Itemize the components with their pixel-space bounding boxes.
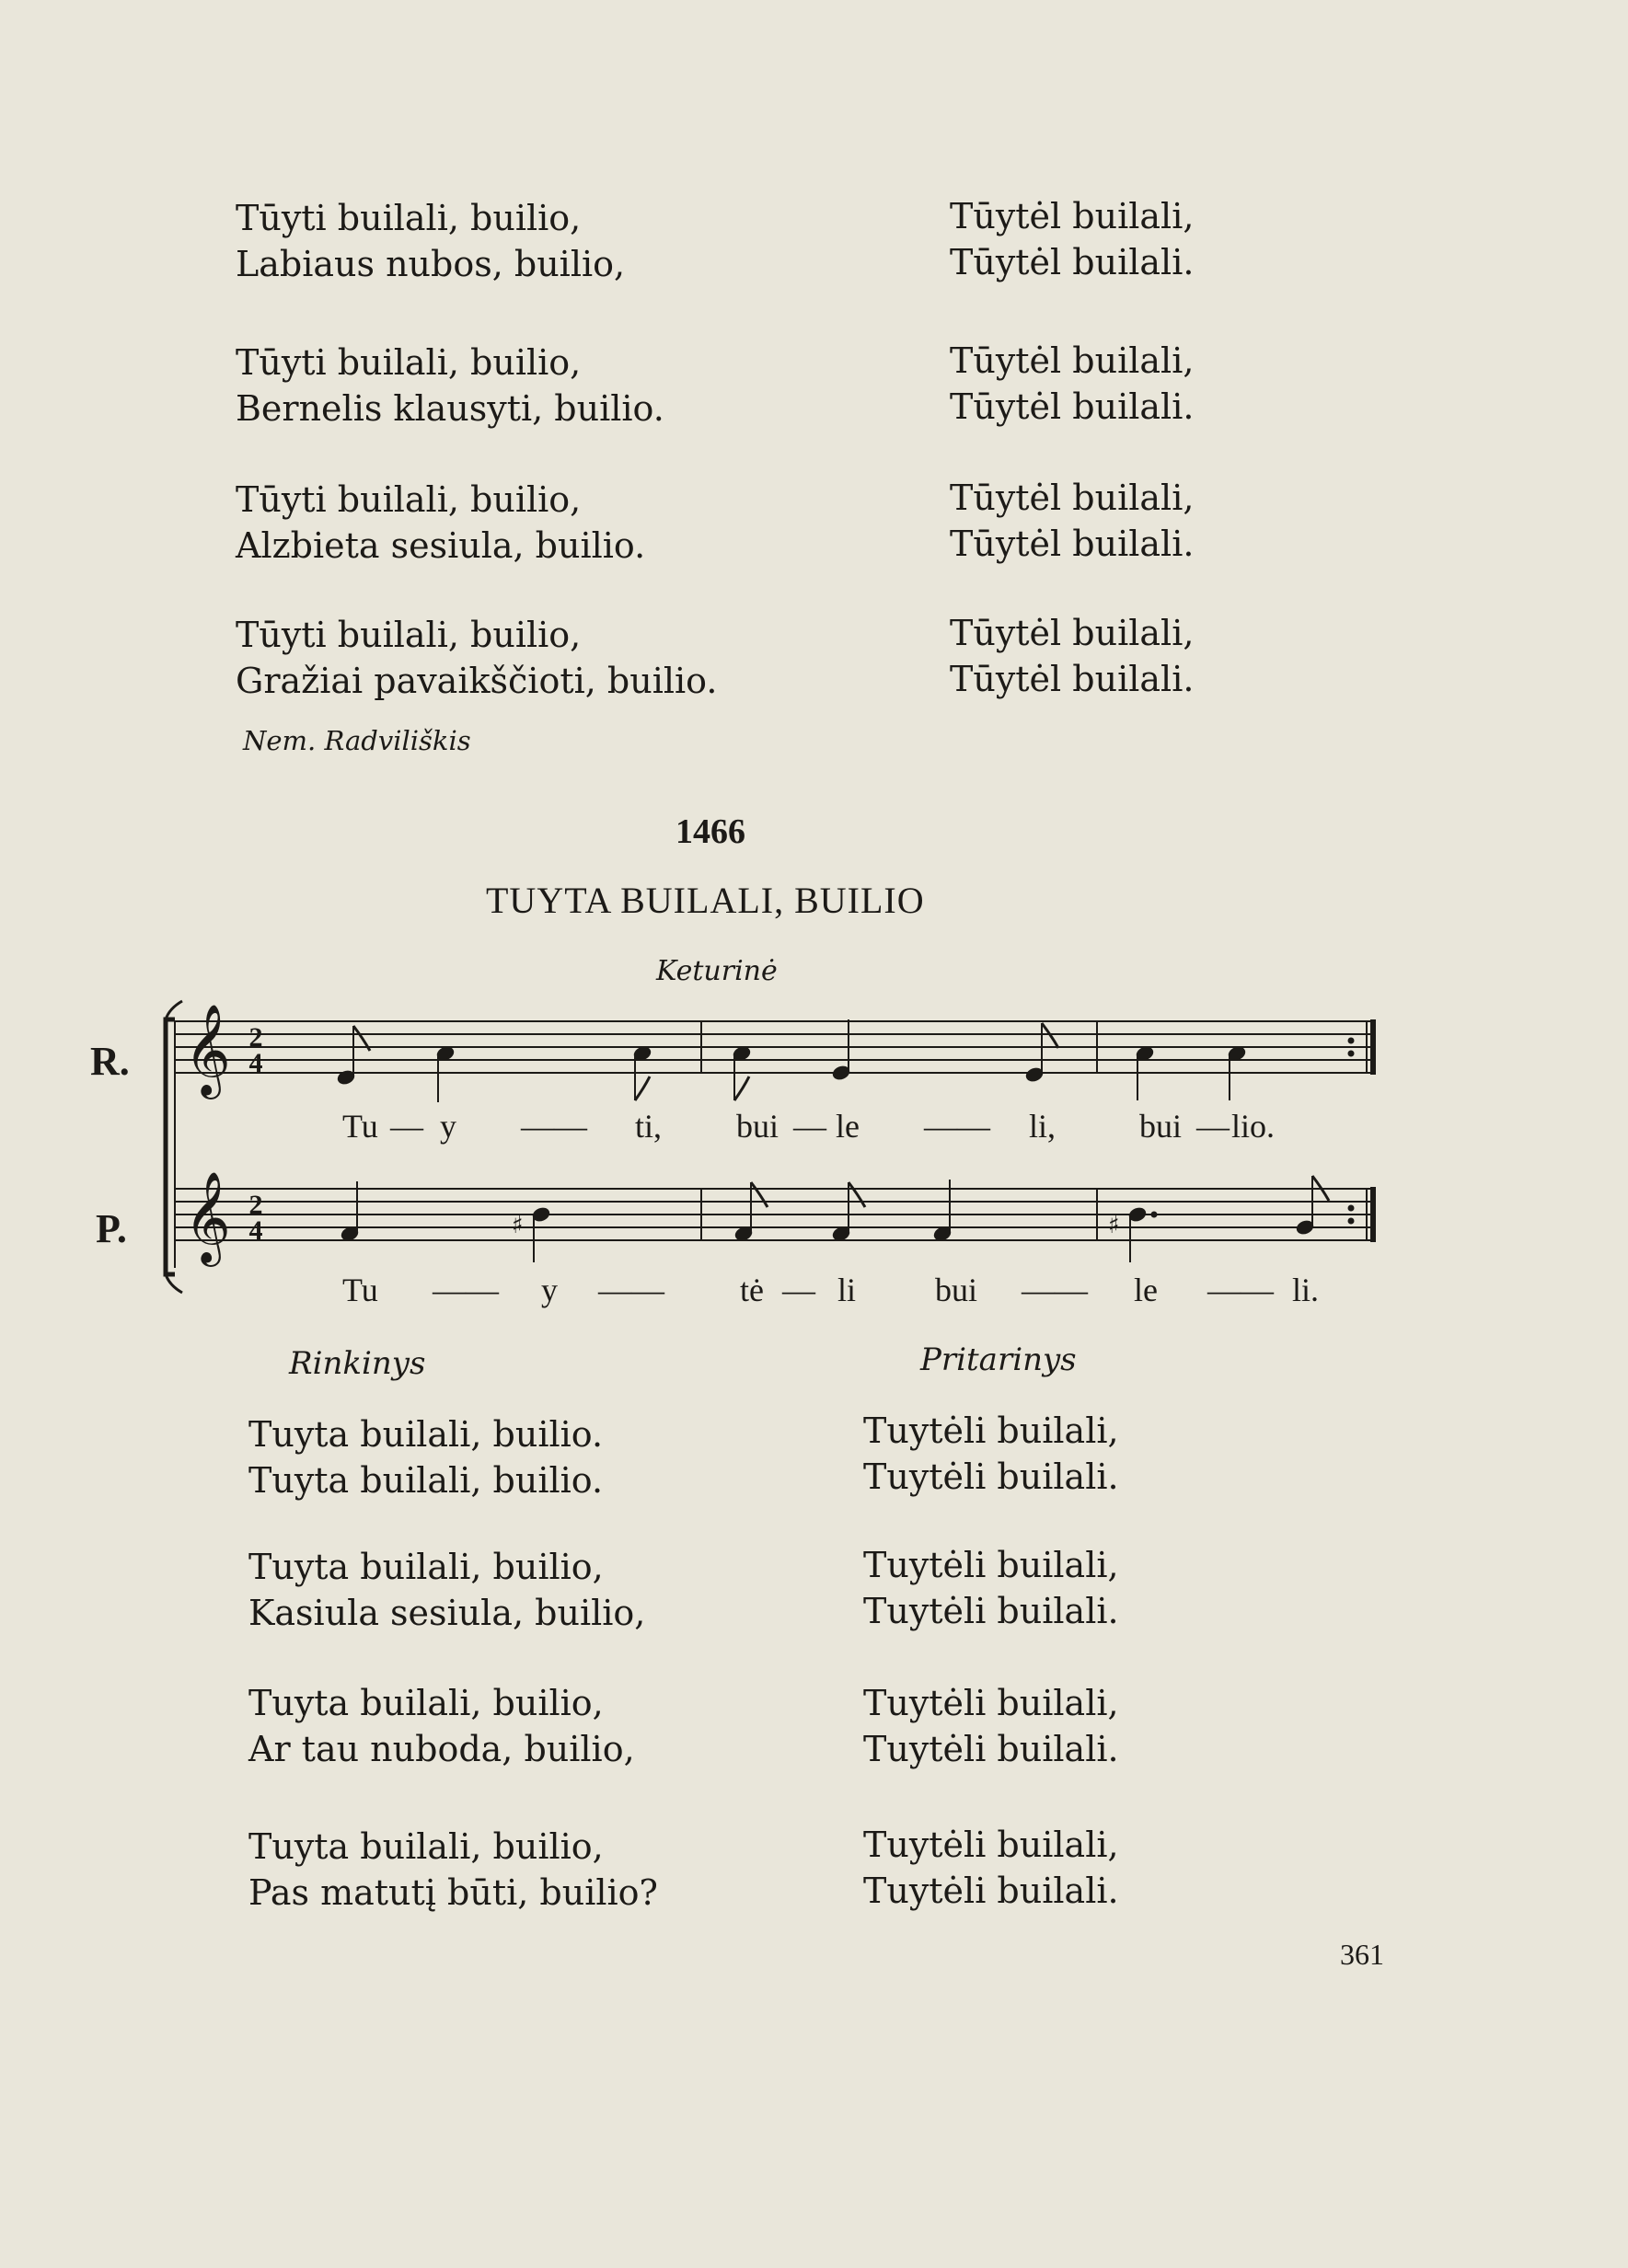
lyric-dash: —: [1196, 1108, 1230, 1145]
sharp-icon: ♯: [512, 1212, 524, 1239]
lyric-syllable: bui: [935, 1272, 978, 1308]
lyric-syllable: bui: [736, 1108, 779, 1145]
repeat-dot: [1348, 1051, 1355, 1057]
bracket-hook-top: [166, 1001, 182, 1019]
page-number: 361: [1340, 1938, 1384, 1971]
refrain-line: Tuytėli builali,: [863, 1683, 1119, 1723]
lyric-syllable: le: [1134, 1272, 1158, 1308]
note-flag: [1042, 1023, 1058, 1048]
lyric-syllable: ti,: [635, 1108, 663, 1145]
lyric-syllable: lio.: [1231, 1108, 1276, 1145]
lyric-dash: ——: [1022, 1272, 1088, 1308]
verse-line: Ar tau nuboda, builio,: [248, 1729, 635, 1769]
refrain-line: Tūytėl builali.: [950, 659, 1195, 699]
refrain-line: Tuytėli builali,: [863, 1545, 1119, 1585]
verse-line: Tuyta builali, builio.: [248, 1414, 604, 1455]
voice-label-r: R.: [90, 1039, 130, 1084]
lyric-syllable: li,: [1029, 1108, 1056, 1145]
note-flag: [849, 1182, 865, 1207]
heading-rinkinys: Rinkinys: [289, 1345, 426, 1382]
stanza-4-right: [863, 1822, 1119, 1914]
dot-icon: [1151, 1212, 1158, 1218]
heading-pritarinys: Pritarinys: [920, 1341, 1077, 1378]
lyric-syllable: y: [440, 1108, 456, 1145]
source-note: Nem. Radviliškis: [243, 725, 471, 756]
time-signature-top: 2: [248, 1022, 263, 1053]
stanza-3-left: [248, 1680, 635, 1772]
stanza-2-left: [248, 1544, 645, 1636]
stanza-4-left: [248, 1824, 658, 1916]
repeat-dot: [1348, 1205, 1355, 1212]
lyric-dash: ——: [924, 1108, 990, 1145]
note-flag: [734, 1076, 749, 1100]
lyric-syllable: y: [541, 1272, 558, 1308]
verse-line: Tūyti builali, builio,: [236, 479, 582, 520]
lyric-syllable: Tu: [342, 1108, 378, 1145]
refrain-line: Tūytėl builali.: [950, 386, 1195, 427]
lyric-dash: ——: [598, 1272, 664, 1308]
stanza-1-right: [863, 1408, 1119, 1500]
lyric-syllable: li.: [1292, 1272, 1320, 1308]
treble-clef-icon: 𝄞: [184, 1004, 231, 1096]
verse-line: Tuyta builali, builio,: [248, 1683, 604, 1723]
verse-line: Kasiula sesiula, builio,: [248, 1593, 646, 1633]
lyric-syllable: tė: [740, 1272, 764, 1308]
treble-clef-icon: 𝄞: [184, 1171, 231, 1263]
stanza-1-left: [248, 1411, 603, 1503]
repeat-dot: [1348, 1218, 1355, 1225]
refrain-line: Tūytėl builali.: [950, 524, 1195, 564]
refrain-line: Tūytėl builali,: [950, 340, 1195, 381]
verse-line: Bernelis klausyti, builio.: [236, 388, 664, 429]
song-number: 1466: [675, 812, 745, 851]
stanza-3-right: [863, 1680, 1119, 1772]
bracket-hook-bottom: [166, 1274, 182, 1293]
verse-line: Alzbieta sesiula, builio.: [236, 525, 646, 566]
lyric-syllable: Tu: [342, 1272, 378, 1308]
verse-line: Tuyta builali, builio,: [248, 1826, 604, 1867]
lyric-syllable: le: [836, 1108, 860, 1145]
note-flag: [635, 1076, 650, 1100]
voice-label-p: P.: [96, 1206, 127, 1251]
lyric-dash: —: [390, 1108, 423, 1145]
verse-line: Tuyta builali, builio,: [248, 1547, 604, 1587]
time-signature-top: 2: [248, 1190, 263, 1220]
system-bracket: [166, 1019, 175, 1274]
refrain-line: Tuytėli builali.: [863, 1871, 1119, 1911]
time-signature-bottom: 4: [248, 1215, 263, 1246]
lyric-dash: ——: [433, 1272, 499, 1308]
verse-line: Gražiai pavaikščioti, builio.: [236, 661, 718, 701]
refrain-line: Tuytėli builali.: [863, 1729, 1119, 1769]
song-subtitle: Keturinė: [656, 955, 778, 987]
verse-line: Labiaus nubos, builio,: [236, 244, 626, 284]
refrain-line: Tuytėli builali.: [863, 1591, 1119, 1631]
refrain-line: Tuytėli builali,: [863, 1410, 1119, 1451]
refrain-line: Tūytėl builali.: [950, 242, 1195, 282]
verse-line: Tūyti builali, builio,: [236, 615, 582, 655]
lyric-dash: ——: [521, 1108, 587, 1145]
refrain-line: Tuytėli builali,: [863, 1825, 1119, 1865]
song-title: TUYTA BUILALI, BUILIO: [486, 880, 925, 921]
refrain-line: Tuytėli builali.: [863, 1456, 1119, 1497]
refrain-line: Tūytėl builali,: [950, 613, 1195, 653]
stanza-2-right: [863, 1542, 1119, 1634]
verse-line: Tūyti builali, builio,: [236, 342, 582, 383]
lyric-dash: —: [793, 1108, 826, 1145]
lyric-syllable: bui: [1139, 1108, 1183, 1145]
sharp-icon: ♯: [1108, 1212, 1120, 1239]
repeat-dot: [1348, 1038, 1355, 1044]
verse-line: Tuyta builali, builio.: [248, 1460, 604, 1501]
lyric-syllable: li: [837, 1272, 857, 1308]
refrain-line: Tūytėl builali,: [950, 478, 1195, 518]
lyric-dash: —: [782, 1272, 815, 1308]
time-signature-bottom: 4: [248, 1048, 263, 1078]
verse-line: Tūyti builali, builio,: [236, 198, 582, 238]
verse-line: Pas matutį būti, builio?: [248, 1872, 658, 1913]
lyric-dash: ——: [1207, 1272, 1274, 1308]
refrain-line: Tūytėl builali,: [950, 196, 1195, 236]
note-flag: [751, 1182, 768, 1207]
